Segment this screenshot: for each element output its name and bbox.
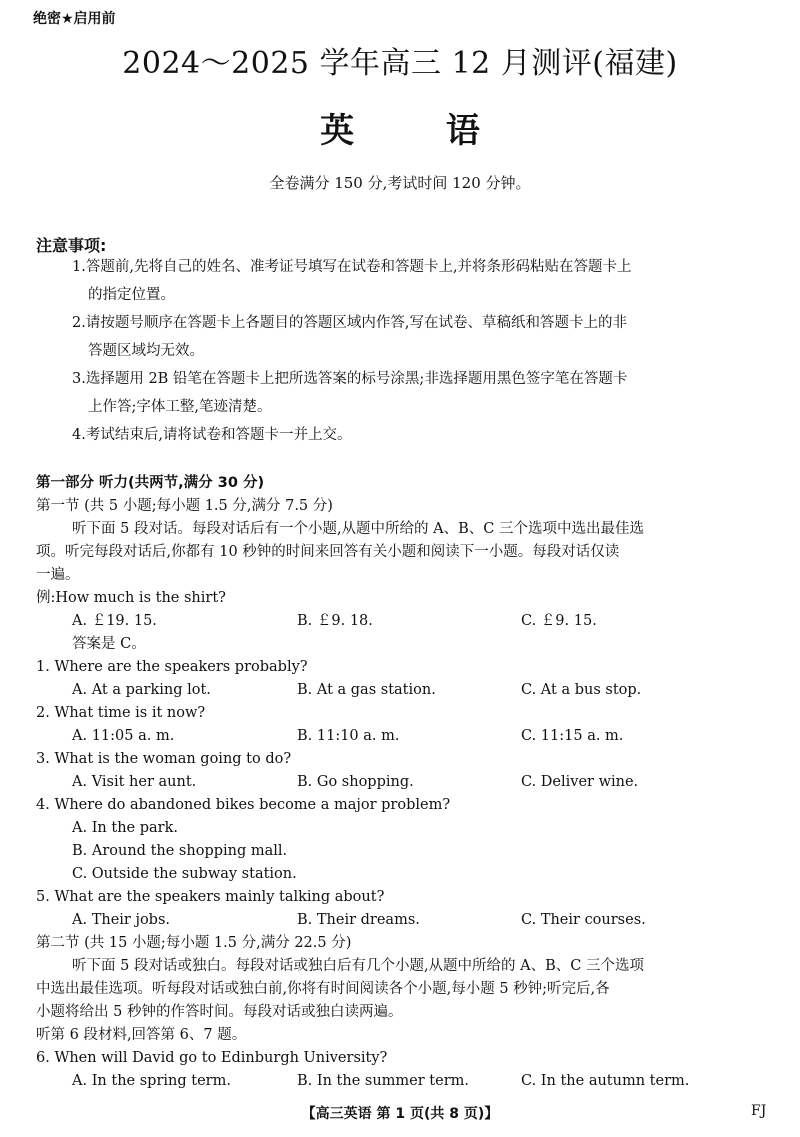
q1-option-a: A. At a parking lot.: [72, 682, 211, 698]
section2-instruction: 小题将给出 5 秒钟的作答时间。每段对话或独白读两遍。: [36, 1004, 403, 1020]
region-code: FJ: [751, 1103, 767, 1119]
note-line: 3.选择题用 2B 铅笔在答题卡上把所选答案的标号涂黑;非选择题用黑色签字笔在答题卡: [72, 371, 628, 387]
question-3: 3. What is the woman going to do?: [36, 751, 292, 767]
material-note: 听第 6 段材料,回答第 6、7 题。: [36, 1027, 247, 1043]
q2-option-a: A. 11:05 a. m.: [72, 728, 175, 744]
q6-option-b: B. In the summer term.: [297, 1073, 470, 1089]
q1-option-c: C. At a bus stop.: [521, 682, 642, 698]
q1-option-b: B. At a gas station.: [297, 682, 436, 698]
subject-title: 英 语: [320, 111, 520, 151]
q4-option-a: A. In the park.: [72, 820, 178, 836]
example-option-b: B. ￡9. 18.: [297, 613, 373, 629]
q2-option-b: B. 11:10 a. m.: [297, 728, 400, 744]
q5-option-a: A. Their jobs.: [72, 912, 171, 928]
q4-option-c: C. Outside the subway station.: [72, 866, 297, 882]
q3-option-b: B. Go shopping.: [297, 774, 414, 790]
example-question: 例:How much is the shirt?: [36, 590, 226, 606]
q3-option-a: A. Visit her aunt.: [72, 774, 197, 790]
section1-heading: 第一节 (共 5 小题;每小题 1.5 分,满分 7.5 分): [36, 498, 333, 514]
exam-title: 2024～2025 学年高三 12 月测评(福建): [122, 46, 678, 81]
example-answer: 答案是 C。: [72, 636, 146, 652]
section1-instruction: 项。听完每段对话后,你都有 10 秒钟的时间来回答有关小题和阅读下一小题。每段对话仅读: [36, 544, 620, 560]
page-footer: 【高三英语 第 1 页(共 8 页)】: [301, 1106, 499, 1122]
q5-option-b: B. Their dreams.: [297, 912, 420, 928]
q6-option-a: A. In the spring term.: [72, 1073, 231, 1089]
note-line: 的指定位置。: [88, 287, 175, 303]
notes-heading: 注意事项:: [36, 236, 107, 255]
q5-option-c: C. Their courses.: [521, 912, 646, 928]
section1-instruction: 一遍。: [36, 567, 80, 583]
note-line: 答题区域均无效。: [88, 343, 204, 359]
section2-instruction: 听下面 5 段对话或独白。每段对话或独白后有几个小题,从题中所给的 A、B、C 三个选项: [72, 958, 644, 974]
full-score-note: 全卷满分 150 分,考试时间 120 分钟。: [269, 174, 531, 192]
note-line: 1.答题前,先将自己的姓名、准考证号填写在试卷和答题卡上,并将条形码粘贴在答题卡上: [72, 259, 632, 275]
example-option-c: C. ￡9. 15.: [521, 613, 597, 629]
section2-instruction: 中选出最佳选项。听每段对话或独白前,你将有时间阅读各个小题,每小题 5 秒钟;听完后,各: [36, 981, 610, 997]
question-5: 5. What are the speakers mainly talking about?: [36, 889, 385, 905]
q3-option-c: C. Deliver wine.: [521, 774, 639, 790]
section2-heading: 第二节 (共 15 小题;每小题 1.5 分,满分 22.5 分): [36, 935, 352, 951]
q4-option-b: B. Around the shopping mall.: [72, 843, 288, 859]
question-6: 6. When will David go to Edinburgh University?: [36, 1050, 388, 1066]
note-line: 4.考试结束后,请将试卷和答题卡一并上交。: [72, 427, 352, 443]
note-line: 2.请按题号顺序在答题卡上各题目的答题区域内作答,写在试卷、草稿纸和答题卡上的非: [72, 315, 627, 331]
question-2: 2. What time is it now?: [36, 705, 206, 721]
note-line: 上作答;字体工整,笔迹清楚。: [88, 399, 272, 415]
part1-heading: 第一部分 听力(共两节,满分 30 分): [36, 475, 265, 491]
example-option-a: A. ￡19. 15.: [72, 613, 157, 629]
question-1: 1. Where are the speakers probably?: [36, 659, 308, 675]
question-4: 4. Where do abandoned bikes become a major problem?: [36, 797, 451, 813]
confidential-label: 绝密★启用前: [33, 11, 116, 27]
q6-option-c: C. In the autumn term.: [521, 1073, 690, 1089]
section1-instruction: 听下面 5 段对话。每段对话后有一个小题,从题中所给的 A、B、C 三个选项中选出最佳选: [72, 521, 644, 537]
q2-option-c: C. 11:15 a. m.: [521, 728, 624, 744]
